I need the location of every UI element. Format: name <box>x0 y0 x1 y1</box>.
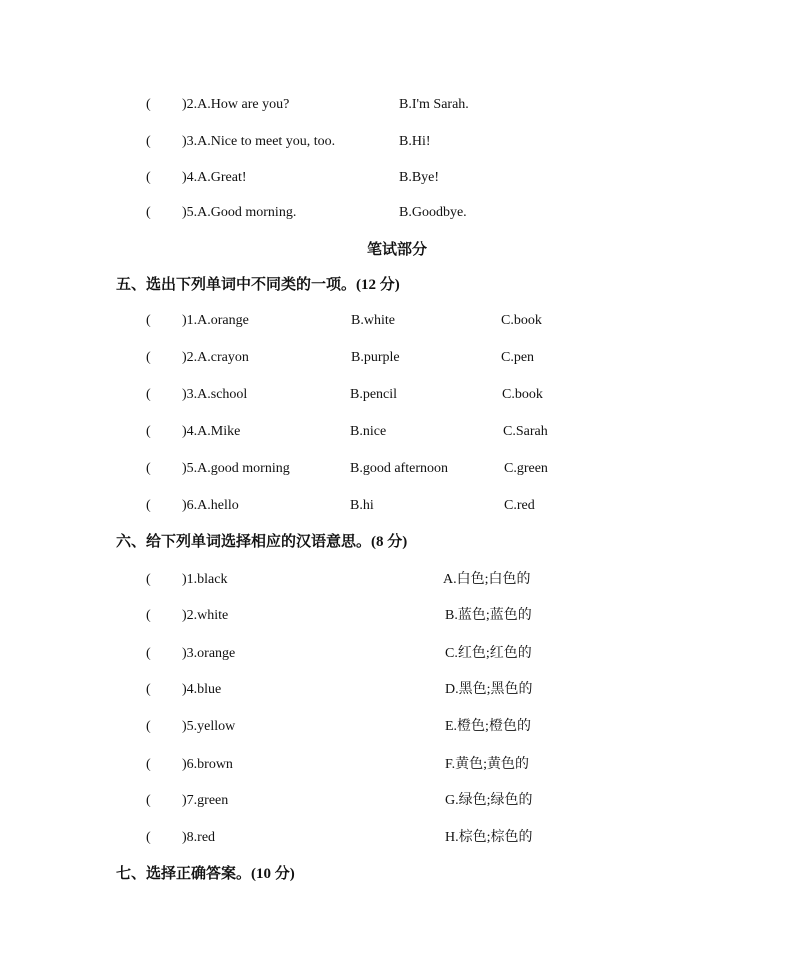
section5-item-4 <box>0 422 794 442</box>
option-b: B.purple <box>351 350 400 365</box>
word: )5.yellow <box>182 719 236 734</box>
listening-item-4 <box>0 168 794 188</box>
section6-item-7 <box>0 791 794 811</box>
section6-item-8 <box>0 828 794 848</box>
written-part-title: 笔试部分 <box>366 242 427 258</box>
meaning: D.黑色;黑色的 <box>445 682 533 697</box>
answer-paren[interactable]: ( <box>146 646 151 661</box>
meaning: B.蓝色;蓝色的 <box>445 608 532 623</box>
option-a: )6.A.hello <box>182 498 239 513</box>
meaning: G.绿色;绿色的 <box>445 793 533 808</box>
answer-paren[interactable]: ( <box>146 424 151 439</box>
word: )1.black <box>182 572 228 587</box>
section6-heading: 六、给下列单词选择相应的汉语意思。(8 分) <box>116 534 408 550</box>
section6-item-4 <box>0 680 794 700</box>
word: )6.brown <box>182 757 233 772</box>
option-c: C.green <box>504 461 548 476</box>
option-b: B.nice <box>350 424 387 439</box>
answer-paren[interactable]: ( <box>146 757 151 772</box>
listening-item-2 <box>0 95 794 115</box>
option-a: )4.A.Mike <box>182 424 241 439</box>
option-a: )4.A.Great! <box>182 170 247 185</box>
meaning: F.黄色;黄色的 <box>445 757 530 772</box>
answer-paren[interactable]: ( <box>146 313 151 328</box>
section7-heading: 七、选择正确答案。(10 分) <box>116 866 295 882</box>
answer-paren[interactable]: ( <box>146 461 151 476</box>
option-b: B.I'm Sarah. <box>399 97 469 112</box>
listening-item-5 <box>0 203 794 223</box>
answer-paren[interactable]: ( <box>146 350 151 365</box>
option-b: B.hi <box>350 498 374 513</box>
option-a: )5.A.Good morning. <box>182 205 297 220</box>
answer-paren[interactable]: ( <box>146 830 151 845</box>
answer-paren[interactable]: ( <box>146 134 151 149</box>
answer-paren[interactable]: ( <box>146 387 151 402</box>
section6-item-2 <box>0 606 794 626</box>
answer-paren[interactable]: ( <box>146 170 151 185</box>
section6-item-6 <box>0 755 794 775</box>
option-c: C.book <box>502 387 543 402</box>
option-b: B.Hi! <box>399 134 431 149</box>
meaning: A.白色;白色的 <box>443 572 531 587</box>
option-c: C.book <box>501 313 542 328</box>
answer-paren[interactable]: ( <box>146 97 151 112</box>
section6-item-5 <box>0 717 794 737</box>
option-c: C.Sarah <box>503 424 548 439</box>
section5-item-2 <box>0 348 794 368</box>
option-a: )2.A.crayon <box>182 350 249 365</box>
listening-item-3 <box>0 132 794 152</box>
answer-paren[interactable]: ( <box>146 205 151 220</box>
word: )3.orange <box>182 646 236 661</box>
option-a: )3.A.Nice to meet you, too. <box>182 134 336 149</box>
option-a: )1.A.orange <box>182 313 249 328</box>
answer-paren[interactable]: ( <box>146 572 151 587</box>
option-b: B.pencil <box>350 387 398 402</box>
section5-item-6 <box>0 496 794 516</box>
option-b: B.white <box>351 313 395 328</box>
word: )7.green <box>182 793 229 808</box>
section5-item-1 <box>0 311 794 331</box>
section5-item-3 <box>0 385 794 405</box>
section5-item-5 <box>0 459 794 479</box>
answer-paren[interactable]: ( <box>146 498 151 513</box>
option-a: )3.A.school <box>182 387 248 402</box>
option-b: B.Bye! <box>399 170 440 185</box>
answer-paren[interactable]: ( <box>146 682 151 697</box>
meaning: C.红色;红色的 <box>445 646 532 661</box>
option-b: B.Goodbye. <box>399 205 467 220</box>
option-c: C.red <box>504 498 535 513</box>
option-a: )2.A.How are you? <box>182 97 290 112</box>
answer-paren[interactable]: ( <box>146 608 151 623</box>
section6-item-1 <box>0 570 794 590</box>
word: )2.white <box>182 608 229 623</box>
meaning: H.棕色;棕色的 <box>445 830 533 845</box>
meaning: E.橙色;橙色的 <box>445 719 531 734</box>
option-c: C.pen <box>501 350 535 365</box>
option-b: B.good afternoon <box>350 461 448 476</box>
word: )8.red <box>182 830 216 845</box>
option-a: )5.A.good morning <box>182 461 290 476</box>
section5-heading: 五、选出下列单词中不同类的一项。(12 分) <box>116 277 400 293</box>
section6-item-3 <box>0 644 794 664</box>
answer-paren[interactable]: ( <box>146 719 151 734</box>
answer-paren[interactable]: ( <box>146 793 151 808</box>
word: )4.blue <box>182 682 222 697</box>
